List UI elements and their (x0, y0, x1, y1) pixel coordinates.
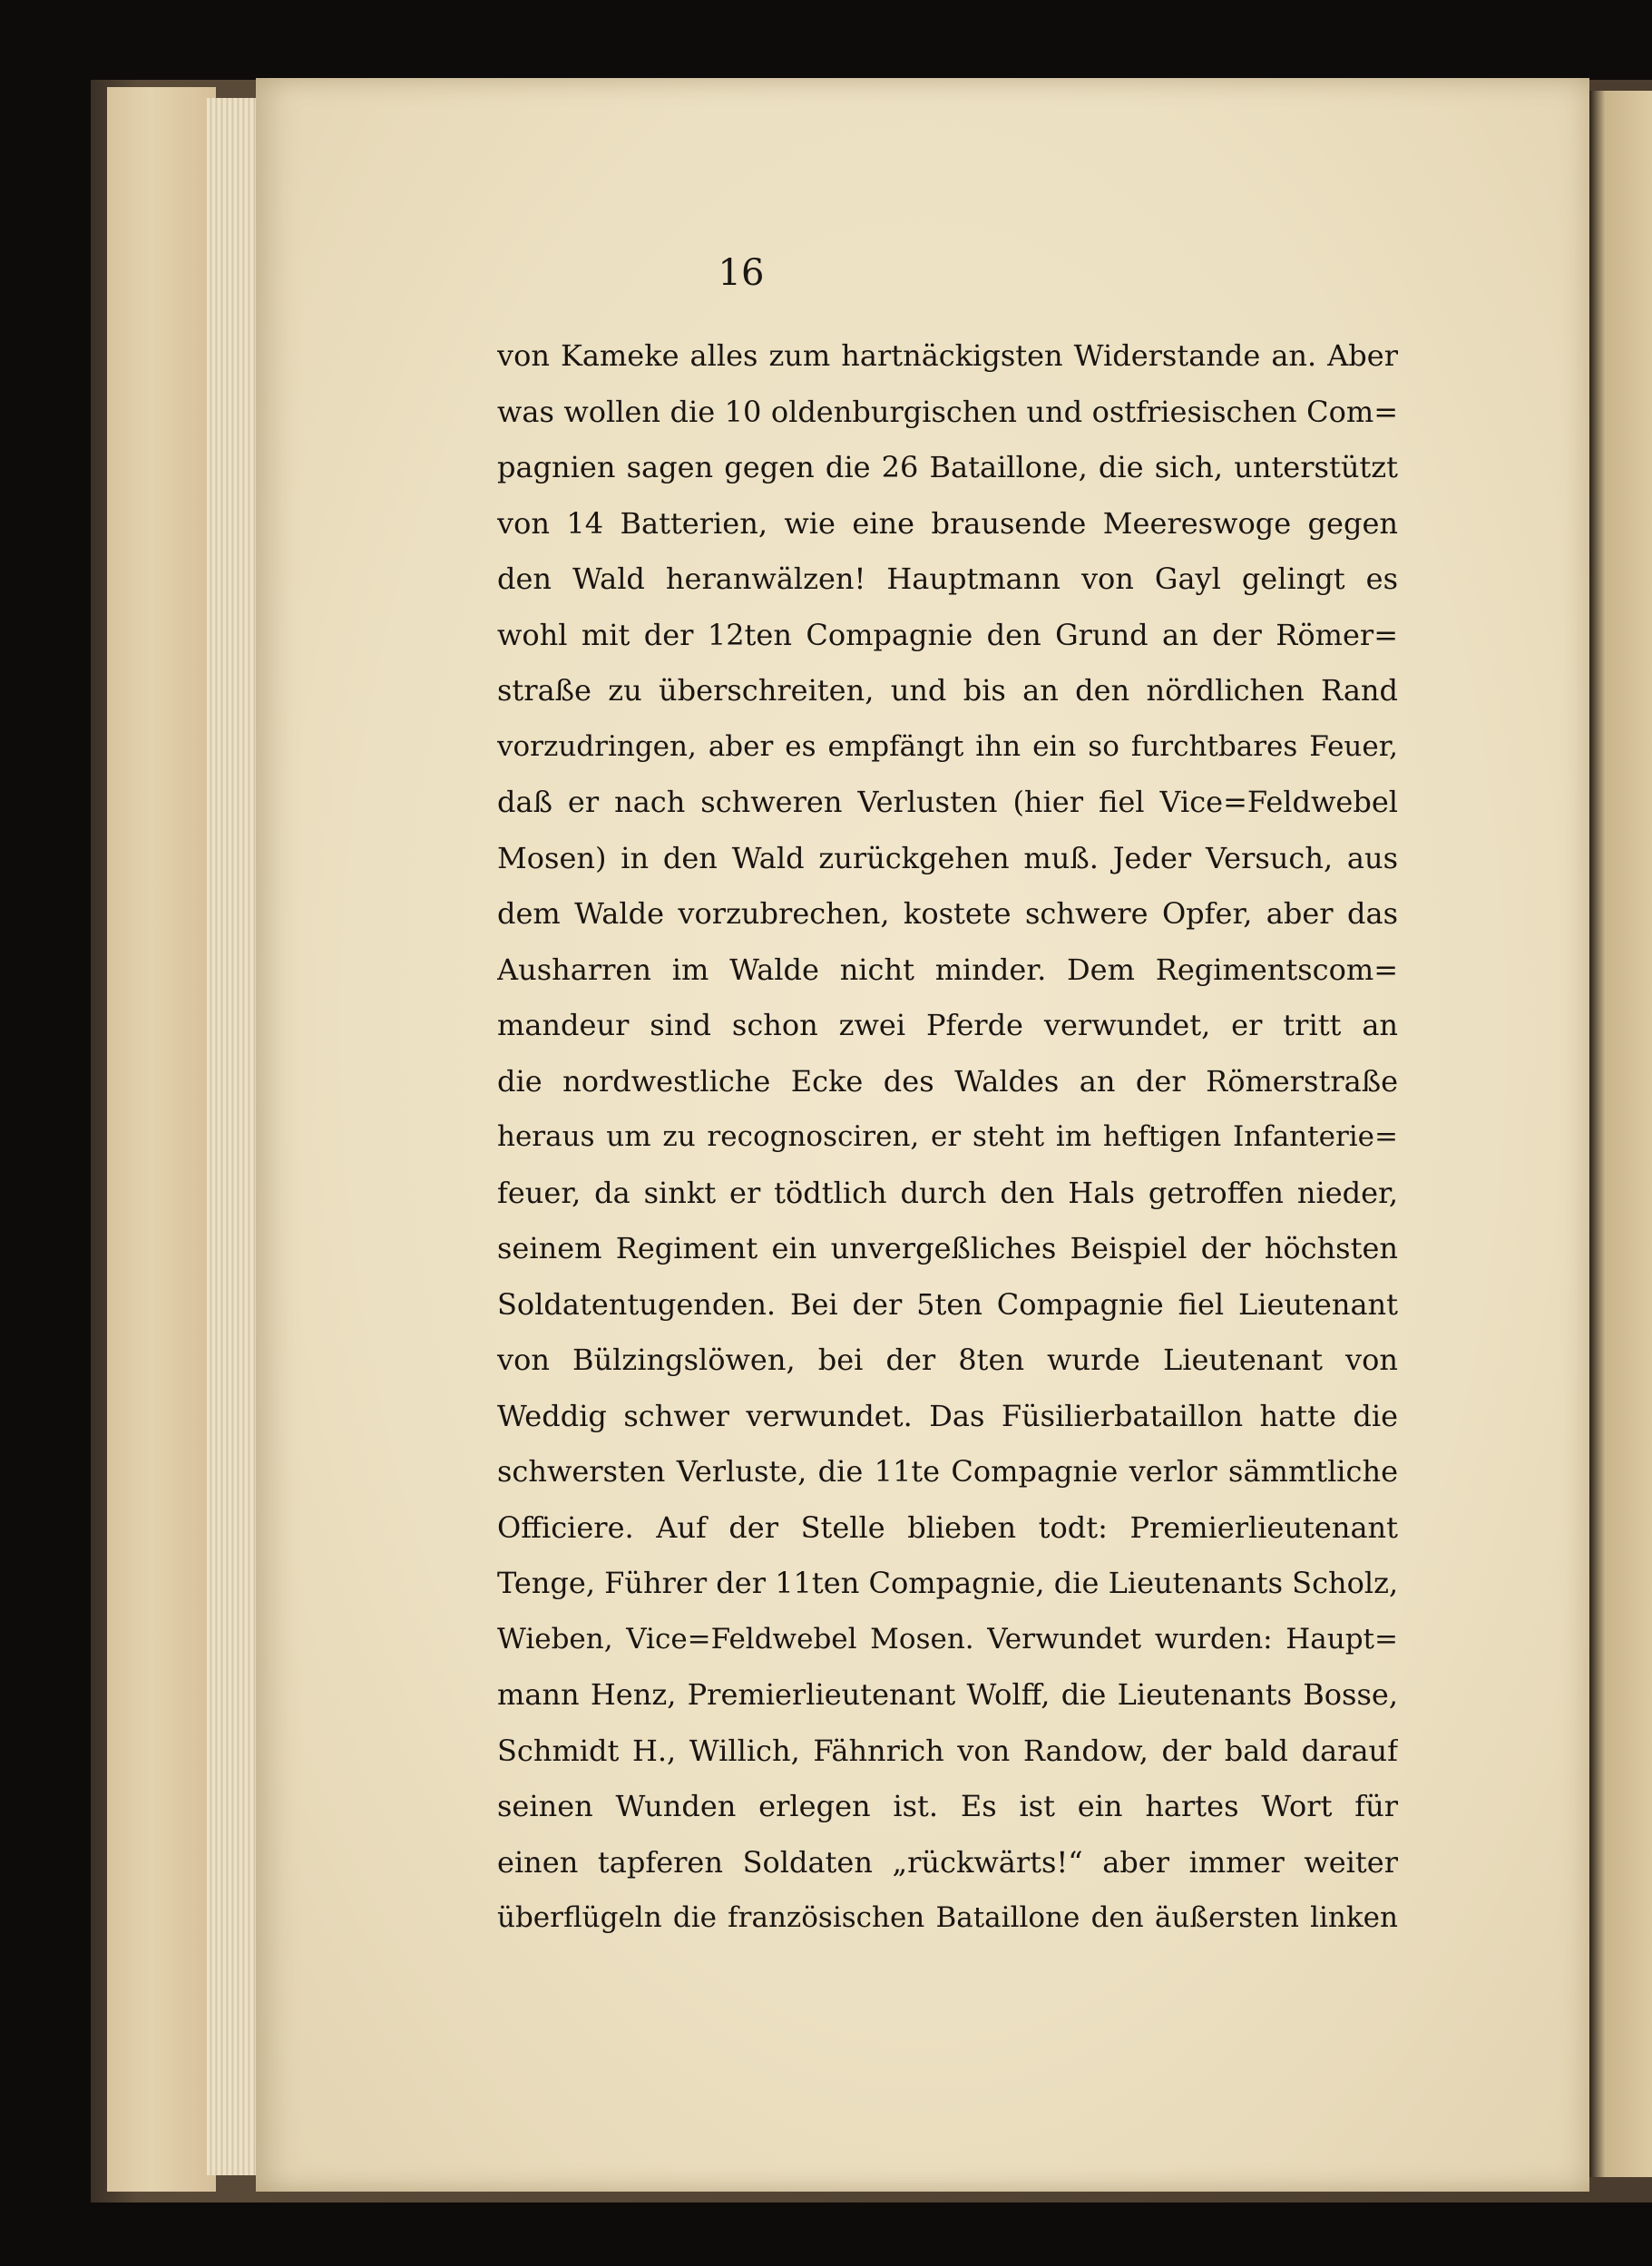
text-line: schwersten Verluste, die 11te Compagnie verlor sämmtliche (497, 1454, 1398, 1489)
text-line: Mosen) in den Wald zurückgehen muß. Jeder Versuch, aus (497, 840, 1398, 875)
body-text (497, 328, 1398, 1947)
text-line: den Wald heranwälzen! Hauptmann von Gayl gelingt es (497, 562, 1398, 596)
text-line: Soldatentugenden. Bei der 5ten Compagnie fiel Lieutenant (497, 1286, 1398, 1322)
text-line: mann Henz, Premierlieutenant Wolff, die Lieutenants Bosse, (497, 1677, 1398, 1712)
text-line: Tenge, Führer der 11ten Compagnie, die Lieutenants Scholz, (497, 1566, 1398, 1600)
page-number: 16 (718, 252, 765, 294)
text-line: daß er nach schweren Verlusten (hier fiel Vice=Feldwebel (497, 785, 1398, 819)
text-line: vorzudringen, aber es empfängt ihn ein so furchtbares Feuer, (497, 729, 1398, 763)
text-line: von Kameke alles zum hartnäckigsten Widerstande an. Aber (497, 338, 1398, 373)
text-line: die nordwestliche Ecke des Waldes an der Römerstraße (497, 1063, 1398, 1099)
text-line: Ausharren im Walde nicht minder. Dem Regimentscom= (497, 952, 1398, 987)
text-line: heraus um zu recognosciren, er steht im heftigen Infanterie= (497, 1120, 1398, 1153)
text-line: Wieben, Vice=Feldwebel Mosen. Verwundet wurden: Haupt= (497, 1622, 1398, 1656)
text-line: Officiere. Auf der Stelle blieben todt: Premierlieutenant (497, 1509, 1398, 1545)
text-line: dem Walde vorzubrechen, kostete schwere Opfer, aber das (497, 896, 1398, 931)
text-line: seinem Regiment ein unvergeßliches Beispiel der höchsten (497, 1231, 1398, 1265)
text-line: was wollen die 10 oldenburgischen und ostfriesischen Com= (497, 394, 1398, 429)
text-line: straße zu überschreiten, und bis an den nördlichen Rand (497, 673, 1398, 708)
text-line: einen tapferen Soldaten „rückwärts!“ aber immer weiter (497, 1844, 1398, 1880)
text-line: überflügeln die französischen Bataillone den äußersten linken (497, 1901, 1398, 1934)
text-line: Schmidt H., Willich, Fähnrich von Randow, der bald darauf (497, 1733, 1398, 1768)
facing-page-edge (1589, 91, 1652, 2177)
text-line: Weddig schwer verwundet. Das Füsilierbataillon hatte die (497, 1398, 1398, 1433)
text-line: pagnien sagen gegen die 26 Bataillone, die sich, unterstützt (497, 450, 1398, 484)
text-line: von 14 Batterien, wie eine brausende Meereswoge gegen (497, 505, 1398, 541)
page-stack-edges (207, 98, 261, 2175)
book-spine-edge (107, 87, 216, 2192)
text-line: feuer, da sinkt er tödtlich durch den Hals getroffen nieder, (497, 1175, 1398, 1210)
text-line: mandeur sind schon zwei Pferde verwundet, er tritt an (497, 1008, 1398, 1042)
text-line: wohl mit der 12ten Compagnie den Grund an der Römer= (497, 617, 1398, 652)
text-line: seinen Wunden erlegen ist. Es ist ein hartes Wort für (497, 1789, 1398, 1823)
text-line: von Bülzingslöwen, bei der 8ten wurde Lieutenant von (497, 1343, 1398, 1377)
